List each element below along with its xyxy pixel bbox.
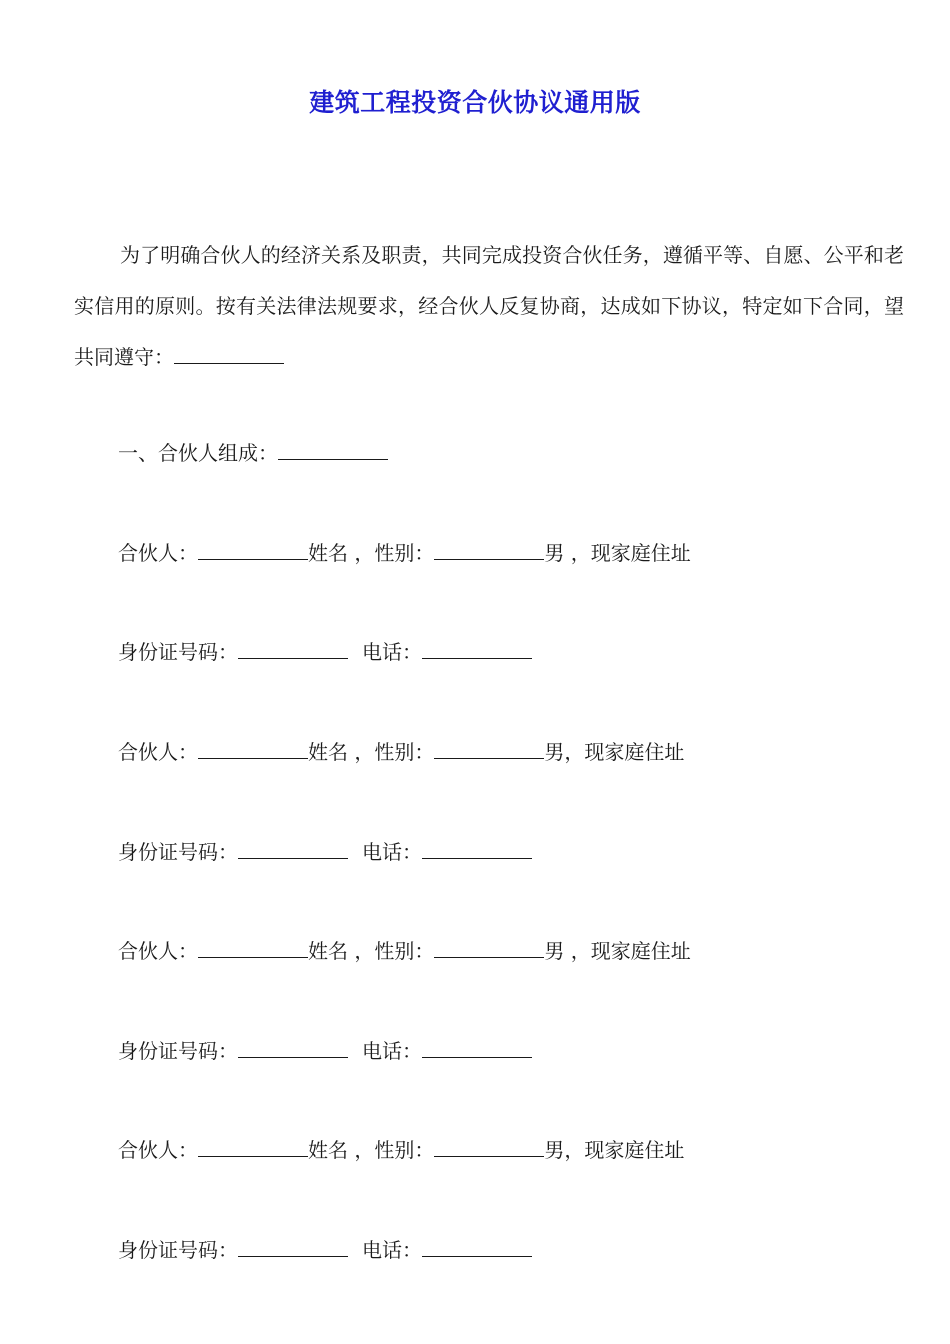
name-gender-label: 姓名 ，性别： <box>308 939 435 963</box>
name-gender-label: 姓名 ，性别： <box>308 740 435 764</box>
partner-4-id-line <box>118 1234 532 1263</box>
id-number-label: 身份证号码： <box>118 840 238 864</box>
partner-label: 合伙人： <box>118 740 198 764</box>
gender-blank <box>434 543 544 560</box>
phone-label: 电话： <box>362 1039 422 1063</box>
phone-label: 电话： <box>362 640 422 664</box>
partner-name-blank <box>198 941 308 958</box>
gender-address-label: 男 ，现家庭住址 <box>544 939 691 963</box>
id-number-label: 身份证号码： <box>118 1238 238 1262</box>
name-gender-label: 姓名 ，性别： <box>308 541 435 565</box>
partner-2-id-line <box>118 836 532 865</box>
gender-address-label: 男 ，现家庭住址 <box>544 541 691 565</box>
gender-address-label: 男，现家庭住址 <box>544 740 685 764</box>
id-number-blank <box>238 1041 348 1058</box>
id-number-blank <box>238 1240 348 1257</box>
name-gender-label: 姓名 ，性别： <box>308 1138 435 1162</box>
phone-blank <box>422 1240 532 1257</box>
intro-blank <box>174 347 284 364</box>
phone-label: 电话： <box>362 840 422 864</box>
intro-paragraph <box>74 230 904 383</box>
id-number-blank <box>238 842 348 859</box>
partner-label: 合伙人： <box>118 541 198 565</box>
partner-2-line <box>118 736 684 765</box>
gender-blank <box>434 1140 544 1157</box>
section-1-blank <box>278 443 388 460</box>
id-number-label: 身份证号码： <box>118 1039 238 1063</box>
gender-blank <box>434 941 544 958</box>
phone-blank <box>422 642 532 659</box>
partner-name-blank <box>198 543 308 560</box>
partner-3-id-line <box>118 1035 532 1064</box>
document-title: 建筑工程投资合伙协议通用版 <box>309 88 641 117</box>
gender-address-label: 男，现家庭住址 <box>544 1138 685 1162</box>
section-1-heading-text: 一、合伙人组成： <box>118 441 278 465</box>
gender-blank <box>434 742 544 759</box>
partner-3-line <box>118 935 691 964</box>
id-number-blank <box>238 642 348 659</box>
phone-label: 电话： <box>362 1238 422 1262</box>
partner-label: 合伙人： <box>118 1138 198 1162</box>
partner-name-blank <box>198 742 308 759</box>
partner-1-line <box>118 537 691 566</box>
intro-text: 为了明确合伙人的经济关系及职责，共同完成投资合伙任务，遵循平等、自愿、公平和老实信用的原则。按有关法律法规要求，经合伙人反复协商，达成如下协议，特定如下合同，望共同遵守： <box>74 243 904 369</box>
partner-name-blank <box>198 1140 308 1157</box>
partner-label: 合伙人： <box>118 939 198 963</box>
phone-blank <box>422 842 532 859</box>
id-number-label: 身份证号码： <box>118 640 238 664</box>
phone-blank <box>422 1041 532 1058</box>
partner-4-line <box>118 1134 684 1163</box>
partner-1-id-line <box>118 636 532 665</box>
section-1-heading <box>118 437 388 466</box>
